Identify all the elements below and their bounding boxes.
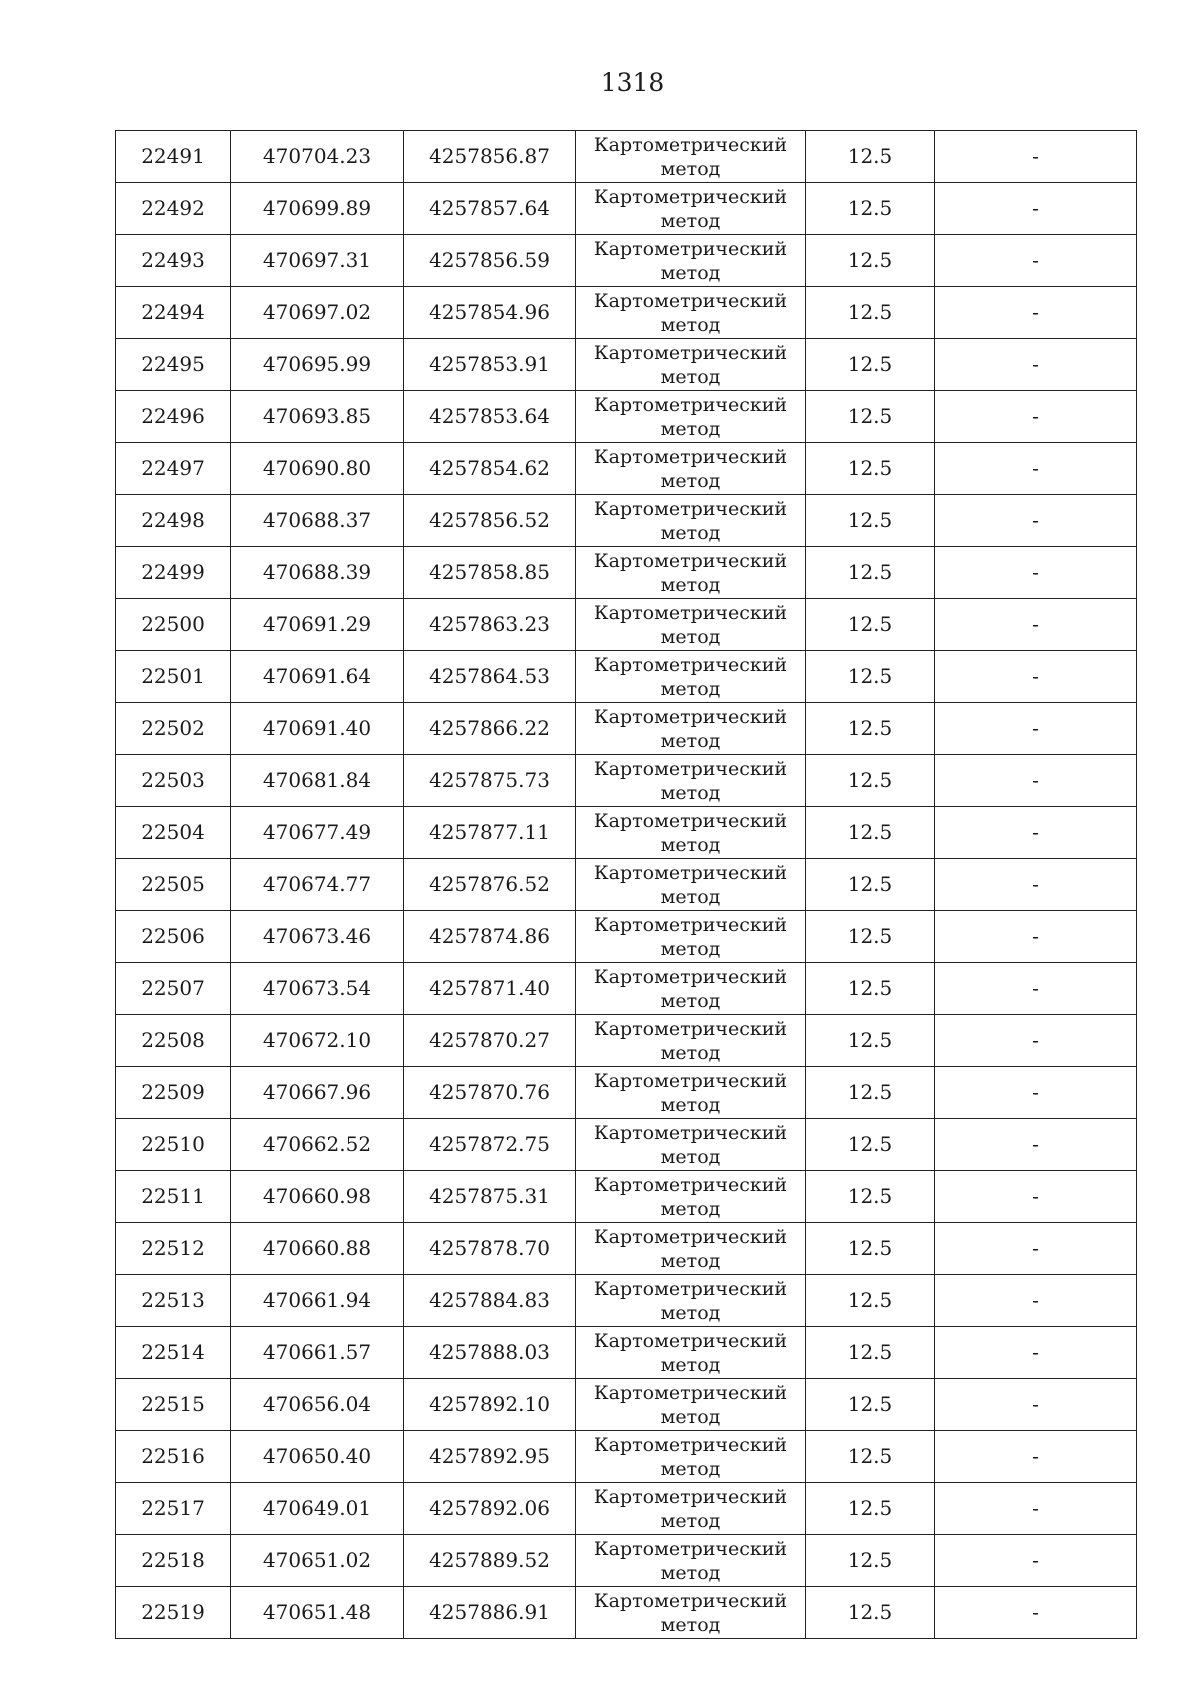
accuracy-cell: 12.5 [806,807,935,859]
method-cell [576,1275,806,1327]
point-number-cell: 22503 [116,755,231,807]
method-line-1: Картометрический [593,757,788,780]
point-number-cell: 22491 [116,131,231,183]
x-coordinate-cell: 470651.48 [231,1587,404,1639]
note-cell: - [935,495,1137,547]
method-line-1: Картометрический [593,653,788,676]
x-coordinate-cell: 470672.10 [231,1015,404,1067]
table-row [116,495,1137,547]
method-cell [576,495,806,547]
y-coordinate-cell: 4257854.62 [404,443,576,495]
point-number-cell: 22515 [116,1379,231,1431]
note-cell: - [935,1223,1137,1275]
method-line-1: Картометрический [593,289,788,312]
point-number-cell: 22516 [116,1431,231,1483]
note-cell: - [935,1067,1137,1119]
point-number-cell: 22495 [116,339,231,391]
point-number-cell: 22500 [116,599,231,651]
method-line-1: Картометрический [593,601,788,624]
point-number-cell: 22501 [116,651,231,703]
y-coordinate-cell: 4257866.22 [404,703,576,755]
accuracy-cell: 12.5 [806,1223,935,1275]
x-coordinate-cell: 470660.98 [231,1171,404,1223]
point-number-cell: 22502 [116,703,231,755]
method-line-1: Картометрический [593,913,788,936]
accuracy-cell: 12.5 [806,339,935,391]
point-number-cell: 22492 [116,183,231,235]
method-cell [576,1483,806,1535]
note-cell: - [935,443,1137,495]
method-line-1: Картометрический [593,549,788,572]
method-cell [576,1015,806,1067]
method-line-2: метод [660,365,721,388]
note-cell: - [935,651,1137,703]
method-cell [576,443,806,495]
y-coordinate-cell: 4257856.59 [404,235,576,287]
accuracy-cell: 12.5 [806,599,935,651]
method-line-2: метод [660,573,721,596]
y-coordinate-cell: 4257858.85 [404,547,576,599]
coordinates-table-body [116,131,1137,1639]
table-row [116,1379,1137,1431]
table-row [116,1431,1137,1483]
method-line-1: Картометрический [593,1121,788,1144]
method-line-1: Картометрический [593,1329,788,1352]
x-coordinate-cell: 470691.64 [231,651,404,703]
accuracy-cell: 12.5 [806,1327,935,1379]
method-line-1: Картометрический [593,1485,788,1508]
note-cell: - [935,911,1137,963]
method-line-1: Картометрический [593,1537,788,1560]
x-coordinate-cell: 470656.04 [231,1379,404,1431]
accuracy-cell: 12.5 [806,131,935,183]
note-cell: - [935,1015,1137,1067]
x-coordinate-cell: 470681.84 [231,755,404,807]
method-cell [576,131,806,183]
method-cell [576,911,806,963]
note-cell: - [935,235,1137,287]
method-line-2: метод [660,885,721,908]
method-line-2: метод [660,417,721,440]
note-cell: - [935,1379,1137,1431]
method-line-2: метод [660,1301,721,1324]
note-cell: - [935,599,1137,651]
table-row [116,651,1137,703]
note-cell: - [935,1119,1137,1171]
y-coordinate-cell: 4257854.96 [404,287,576,339]
x-coordinate-cell: 470661.94 [231,1275,404,1327]
accuracy-cell: 12.5 [806,1535,935,1587]
method-line-2: метод [660,1093,721,1116]
method-line-2: метод [660,209,721,232]
y-coordinate-cell: 4257863.23 [404,599,576,651]
accuracy-cell: 12.5 [806,1067,935,1119]
y-coordinate-cell: 4257888.03 [404,1327,576,1379]
method-line-2: метод [660,677,721,700]
x-coordinate-cell: 470688.39 [231,547,404,599]
method-cell [576,963,806,1015]
x-coordinate-cell: 470649.01 [231,1483,404,1535]
note-cell: - [935,755,1137,807]
accuracy-cell: 12.5 [806,495,935,547]
accuracy-cell: 12.5 [806,1119,935,1171]
x-coordinate-cell: 470651.02 [231,1535,404,1587]
point-number-cell: 22498 [116,495,231,547]
point-number-cell: 22518 [116,1535,231,1587]
method-line-2: метод [660,781,721,804]
method-line-2: метод [660,1353,721,1376]
method-cell [576,287,806,339]
method-cell [576,859,806,911]
y-coordinate-cell: 4257876.52 [404,859,576,911]
note-cell: - [935,1483,1137,1535]
point-number-cell: 22505 [116,859,231,911]
method-line-2: метод [660,1509,721,1532]
method-line-1: Картометрический [593,341,788,364]
table-row [116,1535,1137,1587]
method-cell [576,755,806,807]
note-cell: - [935,1587,1137,1639]
point-number-cell: 22496 [116,391,231,443]
method-cell [576,1223,806,1275]
point-number-cell: 22494 [116,287,231,339]
accuracy-cell: 12.5 [806,183,935,235]
y-coordinate-cell: 4257874.86 [404,911,576,963]
point-number-cell: 22510 [116,1119,231,1171]
method-cell [576,1327,806,1379]
y-coordinate-cell: 4257856.52 [404,495,576,547]
x-coordinate-cell: 470697.02 [231,287,404,339]
x-coordinate-cell: 470693.85 [231,391,404,443]
point-number-cell: 22497 [116,443,231,495]
point-number-cell: 22512 [116,1223,231,1275]
x-coordinate-cell: 470650.40 [231,1431,404,1483]
y-coordinate-cell: 4257892.10 [404,1379,576,1431]
y-coordinate-cell: 4257872.75 [404,1119,576,1171]
x-coordinate-cell: 470690.80 [231,443,404,495]
method-cell [576,1431,806,1483]
table-row [116,911,1137,963]
y-coordinate-cell: 4257856.87 [404,131,576,183]
page-number: 1318 [600,68,665,97]
point-number-cell: 22509 [116,1067,231,1119]
method-cell [576,1067,806,1119]
y-coordinate-cell: 4257857.64 [404,183,576,235]
note-cell: - [935,131,1137,183]
note-cell: - [935,807,1137,859]
y-coordinate-cell: 4257875.73 [404,755,576,807]
method-cell [576,339,806,391]
method-line-2: метод [660,313,721,336]
y-coordinate-cell: 4257892.06 [404,1483,576,1535]
x-coordinate-cell: 470673.46 [231,911,404,963]
method-line-2: метод [660,989,721,1012]
x-coordinate-cell: 470697.31 [231,235,404,287]
x-coordinate-cell: 470691.29 [231,599,404,651]
table-row [116,963,1137,1015]
accuracy-cell: 12.5 [806,703,935,755]
y-coordinate-cell: 4257853.91 [404,339,576,391]
table-row [116,1015,1137,1067]
method-line-2: метод [660,1197,721,1220]
x-coordinate-cell: 470674.77 [231,859,404,911]
accuracy-cell: 12.5 [806,859,935,911]
method-line-2: метод [660,1041,721,1064]
y-coordinate-cell: 4257877.11 [404,807,576,859]
method-line-2: метод [660,1405,721,1428]
table-row [116,1327,1137,1379]
method-line-1: Картометрический [593,445,788,468]
y-coordinate-cell: 4257892.95 [404,1431,576,1483]
method-line-2: метод [660,469,721,492]
accuracy-cell: 12.5 [806,235,935,287]
table-row [116,1171,1137,1223]
method-line-2: метод [660,833,721,856]
y-coordinate-cell: 4257870.76 [404,1067,576,1119]
x-coordinate-cell: 470662.52 [231,1119,404,1171]
accuracy-cell: 12.5 [806,391,935,443]
point-number-cell: 22513 [116,1275,231,1327]
note-cell: - [935,1431,1137,1483]
method-line-2: метод [660,1457,721,1480]
point-number-cell: 22519 [116,1587,231,1639]
y-coordinate-cell: 4257871.40 [404,963,576,1015]
note-cell: - [935,1535,1137,1587]
y-coordinate-cell: 4257870.27 [404,1015,576,1067]
x-coordinate-cell: 470699.89 [231,183,404,235]
table-row [116,859,1137,911]
y-coordinate-cell: 4257886.91 [404,1587,576,1639]
note-cell: - [935,703,1137,755]
y-coordinate-cell: 4257853.64 [404,391,576,443]
method-line-2: метод [660,937,721,960]
x-coordinate-cell: 470691.40 [231,703,404,755]
table-row [116,391,1137,443]
method-line-1: Картометрический [593,133,788,156]
method-line-1: Картометрический [593,1069,788,1092]
method-line-1: Картометрический [593,809,788,832]
method-line-1: Картометрический [593,1381,788,1404]
accuracy-cell: 12.5 [806,1275,935,1327]
table-row [116,183,1137,235]
method-line-1: Картометрический [593,861,788,884]
table-row [116,703,1137,755]
method-line-1: Картометрический [593,705,788,728]
method-line-2: метод [660,1613,721,1636]
note-cell: - [935,963,1137,1015]
table-row [116,339,1137,391]
coordinates-table [115,130,1137,1639]
note-cell: - [935,1275,1137,1327]
note-cell: - [935,339,1137,391]
x-coordinate-cell: 470704.23 [231,131,404,183]
note-cell: - [935,391,1137,443]
method-line-2: метод [660,261,721,284]
x-coordinate-cell: 470695.99 [231,339,404,391]
method-line-2: метод [660,1561,721,1584]
method-cell [576,703,806,755]
note-cell: - [935,1327,1137,1379]
accuracy-cell: 12.5 [806,1171,935,1223]
table-row [116,547,1137,599]
y-coordinate-cell: 4257864.53 [404,651,576,703]
table-row [116,1067,1137,1119]
method-line-1: Картометрический [593,1433,788,1456]
note-cell: - [935,183,1137,235]
x-coordinate-cell: 470688.37 [231,495,404,547]
method-line-1: Картометрический [593,1225,788,1248]
accuracy-cell: 12.5 [806,1483,935,1535]
x-coordinate-cell: 470661.57 [231,1327,404,1379]
table-row [116,1483,1137,1535]
y-coordinate-cell: 4257889.52 [404,1535,576,1587]
table-row [116,131,1137,183]
y-coordinate-cell: 4257884.83 [404,1275,576,1327]
method-cell [576,1535,806,1587]
accuracy-cell: 12.5 [806,547,935,599]
point-number-cell: 22508 [116,1015,231,1067]
method-line-1: Картометрический [593,1017,788,1040]
accuracy-cell: 12.5 [806,651,935,703]
table-row [116,1119,1137,1171]
note-cell: - [935,287,1137,339]
method-cell [576,1171,806,1223]
table-row [116,755,1137,807]
point-number-cell: 22511 [116,1171,231,1223]
accuracy-cell: 12.5 [806,1587,935,1639]
method-cell [576,235,806,287]
table-row [116,287,1137,339]
point-number-cell: 22493 [116,235,231,287]
method-line-1: Картометрический [593,965,788,988]
method-line-2: метод [660,1145,721,1168]
point-number-cell: 22507 [116,963,231,1015]
accuracy-cell: 12.5 [806,963,935,1015]
table-row [116,599,1137,651]
method-line-1: Картометрический [593,1173,788,1196]
point-number-cell: 22517 [116,1483,231,1535]
table-row [116,235,1137,287]
accuracy-cell: 12.5 [806,443,935,495]
method-cell [576,547,806,599]
x-coordinate-cell: 470667.96 [231,1067,404,1119]
accuracy-cell: 12.5 [806,1379,935,1431]
note-cell: - [935,547,1137,599]
method-line-1: Картометрический [593,1277,788,1300]
y-coordinate-cell: 4257878.70 [404,1223,576,1275]
point-number-cell: 22504 [116,807,231,859]
method-cell [576,651,806,703]
method-line-1: Картометрический [593,393,788,416]
x-coordinate-cell: 470677.49 [231,807,404,859]
method-cell [576,599,806,651]
method-cell [576,1379,806,1431]
method-line-1: Картометрический [593,185,788,208]
point-number-cell: 22514 [116,1327,231,1379]
method-line-2: метод [660,157,721,180]
method-cell [576,183,806,235]
table-row [116,1223,1137,1275]
accuracy-cell: 12.5 [806,287,935,339]
method-line-2: метод [660,729,721,752]
method-line-2: метод [660,625,721,648]
method-line-1: Картометрический [593,1589,788,1612]
x-coordinate-cell: 470660.88 [231,1223,404,1275]
note-cell: - [935,859,1137,911]
accuracy-cell: 12.5 [806,755,935,807]
method-cell [576,1587,806,1639]
accuracy-cell: 12.5 [806,911,935,963]
method-line-2: метод [660,521,721,544]
method-line-2: метод [660,1249,721,1272]
y-coordinate-cell: 4257875.31 [404,1171,576,1223]
accuracy-cell: 12.5 [806,1431,935,1483]
method-line-1: Картометрический [593,237,788,260]
accuracy-cell: 12.5 [806,1015,935,1067]
method-cell [576,807,806,859]
table-row [116,1275,1137,1327]
point-number-cell: 22506 [116,911,231,963]
point-number-cell: 22499 [116,547,231,599]
table-row [116,443,1137,495]
method-line-1: Картометрический [593,497,788,520]
table-row [116,807,1137,859]
note-cell: - [935,1171,1137,1223]
x-coordinate-cell: 470673.54 [231,963,404,1015]
table-row [116,1587,1137,1639]
method-cell [576,1119,806,1171]
method-cell [576,391,806,443]
